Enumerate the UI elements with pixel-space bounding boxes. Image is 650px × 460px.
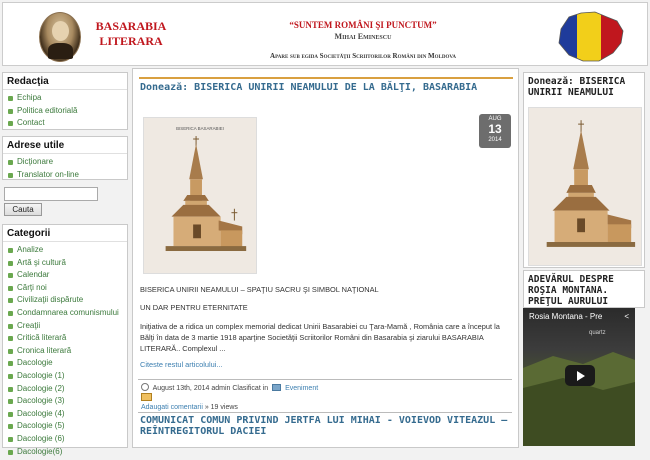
- category-item[interactable]: Dacologie (4): [7, 408, 123, 421]
- post-date-badge: [479, 114, 511, 148]
- meta-category-link[interactable]: Eveniment: [285, 385, 319, 392]
- site-header: [2, 2, 648, 66]
- category-item[interactable]: Dacologie (2): [7, 383, 123, 396]
- read-more-link[interactable]: Citeste restul articolului...: [140, 360, 223, 369]
- meta-author[interactable]: admin: [211, 385, 231, 392]
- date-month: AUG: [488, 116, 502, 122]
- redactia-title: Redacţia: [3, 73, 127, 90]
- church-image[interactable]: [143, 117, 257, 274]
- post-paragraph-1: BISERICA UNIRII NEAMULUI – SPAŢIU SACRU ŞI SIMBOL NAŢIONAL: [140, 285, 379, 294]
- category-item[interactable]: Artă şi cultură: [7, 257, 123, 270]
- category-item[interactable]: Cărţi noi: [7, 282, 123, 295]
- adrese-box: [2, 136, 128, 180]
- logo-line1: BASARABIA: [95, 19, 167, 33]
- post2-title[interactable]: COMUNICAT COMUN PRIVIND JERTFA LUI MIHAI - VOIEVOD VITEAZUL – REÎNTREGITORUL DACIEI: [140, 415, 508, 437]
- adrese-title: Adrese utile: [3, 137, 127, 154]
- donate-box: [523, 72, 645, 268]
- folder-icon: [272, 384, 281, 391]
- clock-icon: [141, 383, 149, 391]
- meta-classified: Clasificat in: [232, 385, 269, 392]
- search-input[interactable]: [4, 187, 98, 201]
- category-item[interactable]: Civilizaţii dispărute: [7, 294, 123, 307]
- meta-row: [141, 383, 318, 392]
- category-item[interactable]: Cronica literară: [7, 345, 123, 358]
- sidebar-item-politica[interactable]: Politica editorială: [7, 105, 123, 118]
- romania-map-icon: [551, 9, 627, 65]
- meta-date: August 13th, 2014: [152, 385, 210, 392]
- motto-author: Mihai Eminescu: [334, 32, 392, 41]
- search-button[interactable]: Cauta: [4, 203, 42, 216]
- sidebar-item-translator[interactable]: Translator on-line: [7, 169, 123, 182]
- category-item[interactable]: Dacologie (6): [7, 433, 123, 446]
- rosia-box-title[interactable]: ADEVĂRUL DESPRE ROŞIA MONTANA. PREŢUL AURULUI: [528, 274, 614, 307]
- category-item[interactable]: Dacologie(6): [7, 446, 123, 459]
- donate-box-title[interactable]: Donează: BISERICA UNIRII NEAMULUI: [528, 76, 626, 98]
- post-meta: [138, 379, 512, 413]
- redactia-list: [3, 90, 127, 132]
- post-paragraph-2: UN DAR PENTRU ETERNITATE: [140, 303, 248, 312]
- categorii-box: [2, 224, 128, 456]
- category-item[interactable]: Creaţii: [7, 320, 123, 333]
- share-icon[interactable]: <: [624, 312, 629, 321]
- church-thumbnail[interactable]: [528, 107, 642, 266]
- categorii-title: Categorii: [3, 225, 127, 242]
- sidebar-item-dictionare[interactable]: Dicţionare: [7, 156, 123, 169]
- meta-row-2: [141, 404, 238, 411]
- category-item[interactable]: Dacologie (3): [7, 395, 123, 408]
- eminescu-portrait: [39, 12, 81, 62]
- sidebar-item-echipa[interactable]: Echipa: [7, 92, 123, 105]
- comment-icon: [141, 393, 152, 401]
- adrese-list: [3, 154, 127, 183]
- video-title[interactable]: Rosia Montana - Pre: [529, 312, 603, 321]
- main-content: [132, 68, 519, 448]
- video-watermark: quartz: [589, 330, 606, 336]
- category-item[interactable]: Analize: [7, 244, 123, 257]
- add-comment-link[interactable]: Adaugati comentarii: [141, 404, 203, 411]
- header-subtitle: Apare sub egida Societăţii Scriitorilor Români din Moldova: [270, 52, 456, 60]
- image-caption: BISERICA BASARABIEI: [176, 126, 224, 132]
- divider: [139, 77, 513, 79]
- post-paragraph-3: Iniţiativa de a ridica un complex memorial dedicat Unirii Basarabiei cu Ţara-Mamă , România care a început la Bălţi în data de 3 martie 1918 aparţine Societăţii Scriitorilor Români din Basarabia şi ziarului BASARABIA LITERARĂ.. Complexul ...: [140, 322, 500, 353]
- site-logo[interactable]: [91, 19, 171, 49]
- category-item[interactable]: Dacologie: [7, 357, 123, 370]
- post-title[interactable]: Donează: BISERICA UNIRII NEAMULUI DE LA BĂLŢI, BASARABIA: [140, 82, 478, 93]
- play-button[interactable]: [565, 365, 595, 386]
- date-day: 13: [488, 122, 502, 136]
- logo-line2: LITERARA: [99, 34, 163, 48]
- date-year: 2014: [488, 137, 502, 143]
- category-item[interactable]: Dacologie (5): [7, 420, 123, 433]
- category-item[interactable]: Calendar: [7, 269, 123, 282]
- category-item[interactable]: Critică literară: [7, 332, 123, 345]
- category-item[interactable]: Dacologie (1): [7, 370, 123, 383]
- motto: “SUNTEM ROMÂNI ŞI PUNCTUM”: [289, 20, 437, 30]
- redactia-box: [2, 72, 128, 130]
- view-count: » 19 views: [204, 404, 238, 411]
- sidebar-item-contact[interactable]: Contact: [7, 117, 123, 130]
- categorii-list: [3, 242, 127, 460]
- category-item[interactable]: Condamnarea comunismului: [7, 307, 123, 320]
- rosia-box: [523, 270, 645, 308]
- video-player[interactable]: [523, 308, 635, 446]
